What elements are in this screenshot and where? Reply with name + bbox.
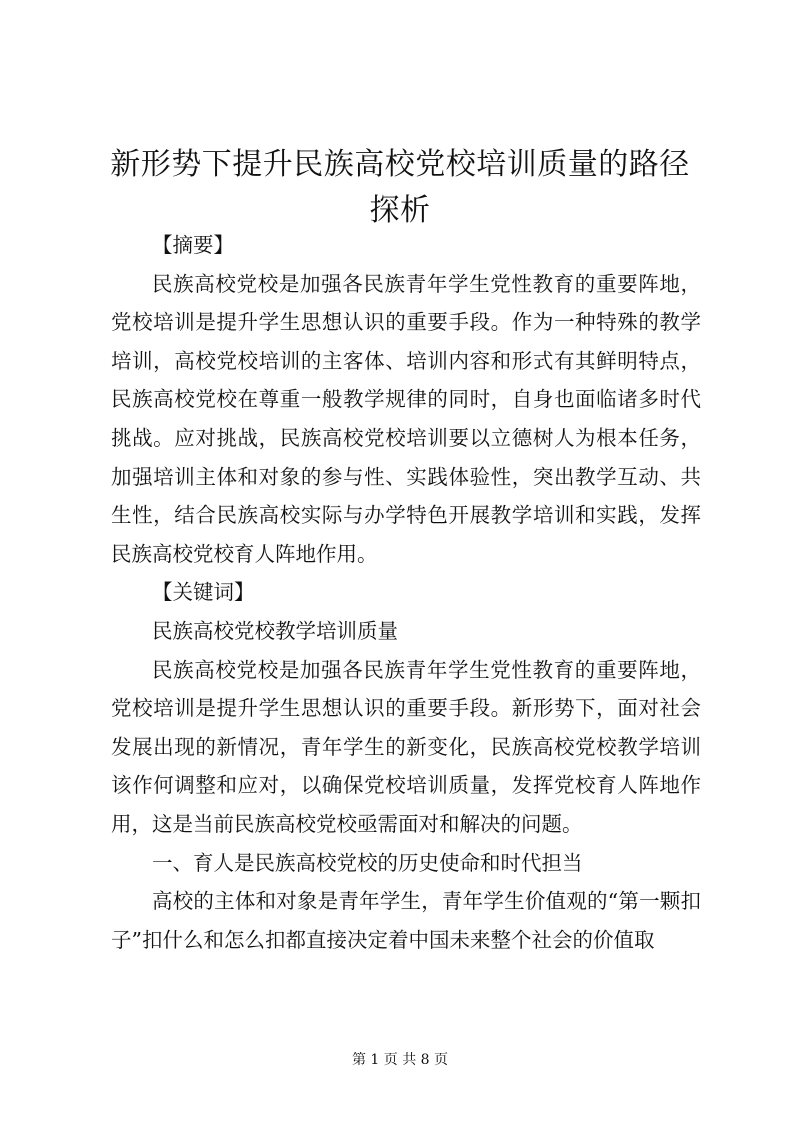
keywords-text: 民族高校党校教学培训质量 bbox=[152, 618, 398, 643]
intro-paragraph: 民族高校党校是加强各民族青年学生党性教育的重要阵地，党校培训是提升学生思想认识的重要手段。新形势下，面对社会发展出现的新情况，青年学生的新变化，民族高校党校教学培训该作何调整和应对，以确保党校培训质量，发挥党校育人阵地作用，这是当前民族高校党校亟需面对和解决的问题。 bbox=[111, 657, 701, 836]
keywords-heading: 【关键词】 bbox=[152, 580, 255, 605]
section-1-paragraph: 高校的主体和对象是青年学生，青年学生价值观的“第一颗扣子”扣什么和怎么扣都直接决定着中国未来整个社会的价值取 bbox=[111, 889, 701, 952]
section-heading-1: 一、育人是民族高校党校的历史使命和时代担当 bbox=[152, 850, 583, 875]
document-title: 新形势下提升民族高校党校培训质量的路径探析 bbox=[110, 147, 690, 228]
abstract-paragraph: 民族高校党校是加强各民族青年学生党性教育的重要阵地，党校培训是提升学生思想认识的重要手段。作为一种特殊的教学培训，高校党校培训的主客体、培训内容和形式有其鲜明特点，民族高校党校在尊重一般教学规律的同时，自身也面临诸多时代挑战。应对挑战，民族高校党校培训要以立德树人为根本任务，加强培训主体和对象的参与性、实践体验性，突出教学互动、共生性，结合民族高校实际与办学特色开展教学培训和实践，发挥民族高校党校育人阵地作用。 bbox=[111, 271, 701, 566]
page-footer: 第 1 页 共 8 页 bbox=[351, 1052, 449, 1068]
abstract-heading: 【摘要】 bbox=[152, 233, 234, 257]
document-body bbox=[111, 226, 701, 959]
